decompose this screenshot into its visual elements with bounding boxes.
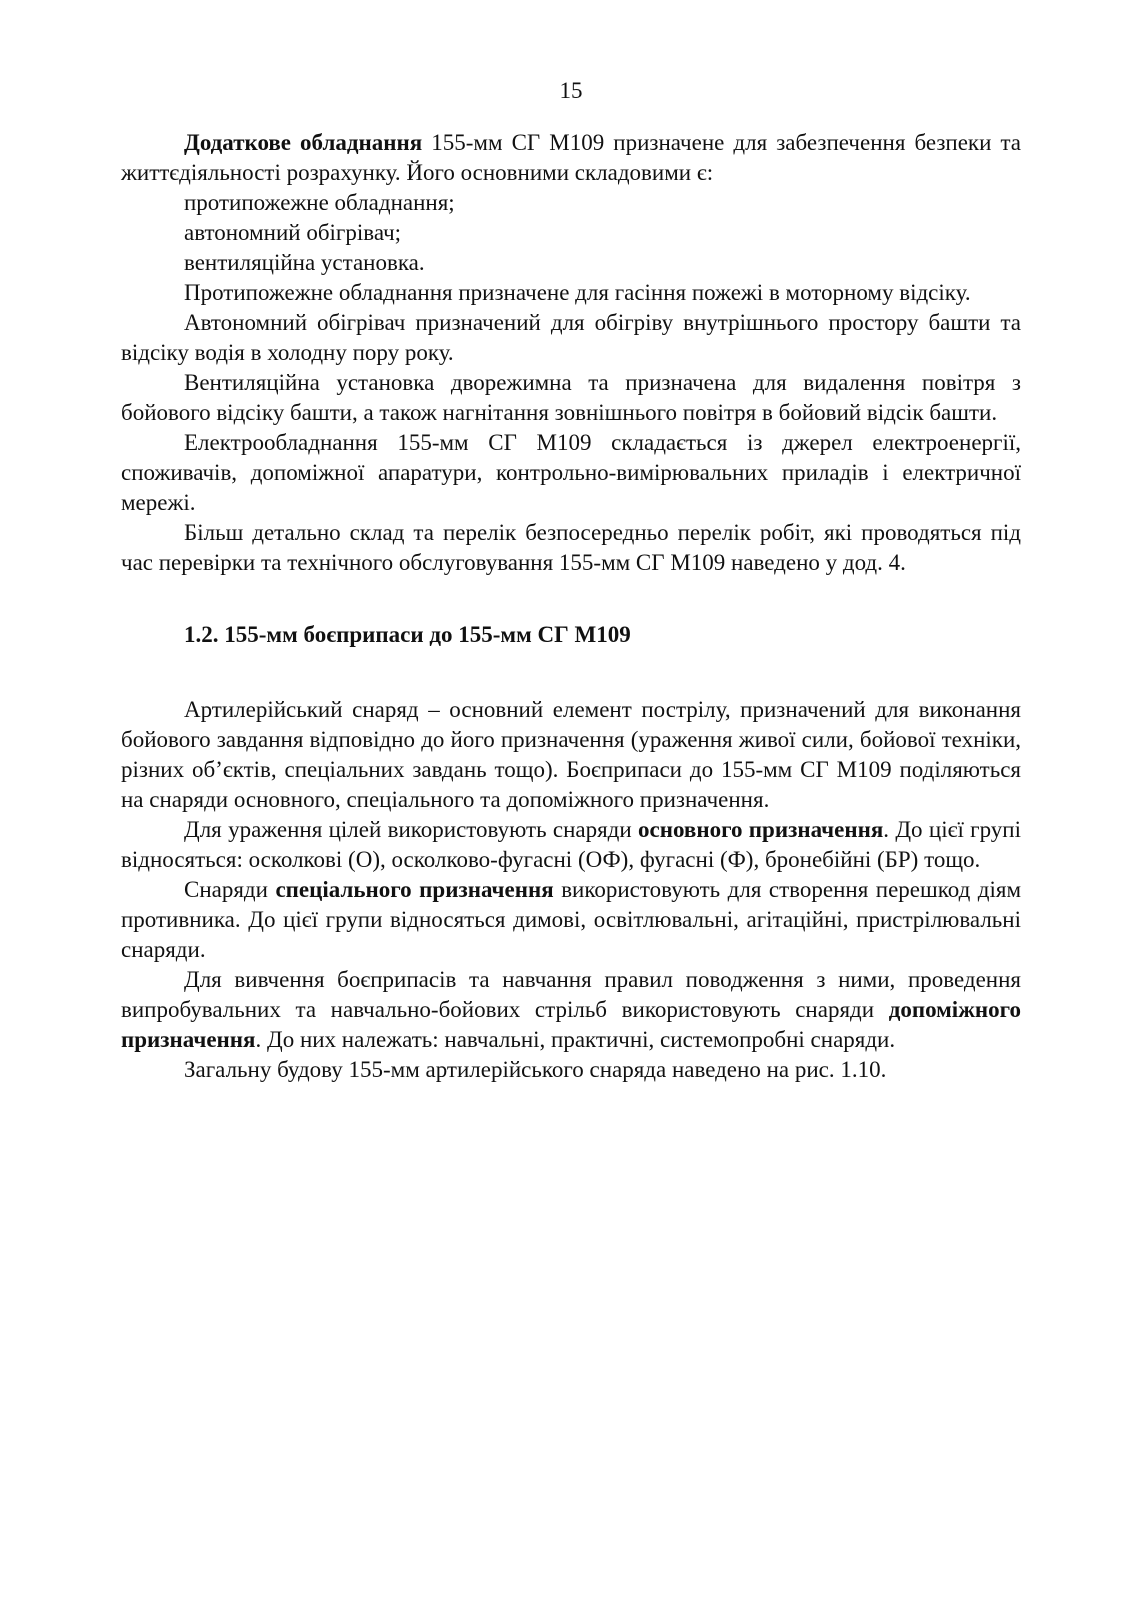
paragraph-figure-reference: Загальну будову 155-мм артилерійського снаряда наведено на рис. 1.10. — [184, 1057, 887, 1082]
paragraph-auxiliary-purpose — [121, 965, 1021, 1055]
term-additional-equipment: Додаткове обладнання — [184, 130, 423, 155]
paragraph-text: 155-мм СГ М109 призначене для забезпечення безпеки та життєдіяльності розрахунку. Його основними складовими є: — [121, 130, 1021, 185]
list-item-fire-equipment: протипожежне обладнання; — [184, 190, 455, 215]
paragraph-text: використовують для створення перешкод діям противника. До цієї групи відносяться димові, освітлювальні, агітаційні, пристрілювальні снаряди. — [121, 877, 1021, 962]
paragraph-electrical: Електрообладнання 155-мм СГ М109 складається із джерел електроенергії, споживачів, допоміжної апаратури, контрольно-вимірювальних приладів і електричної мережі. — [121, 430, 1021, 515]
term-auxiliary-purpose: допоміжного призначення — [121, 997, 1021, 1052]
paragraph-ventilation: Вентиляційна установка дворежимна та призначена для видалення повітря з бойового відсіку башти, а також нагнітання зовнішнього повітря в бойовий відсік башти. — [121, 370, 1021, 425]
list-item-ventilation: вентиляційна установка. — [184, 250, 425, 275]
page-number: 15 — [559, 78, 583, 103]
paragraph-special-purpose — [121, 875, 1021, 965]
paragraph-text: Для ураження цілей використовують снаряди — [184, 817, 639, 842]
section-heading: 1.2. 155-мм боєприпаси до 155-мм СГ М109 — [184, 622, 631, 647]
term-main-purpose: основного призначення — [638, 817, 884, 842]
paragraph-details: Більш детально склад та перелік безпосередньо перелік робіт, які проводяться під час перевірки та технічного обслуговування 155-мм СГ М109 наведено у дод. 4. — [121, 520, 1021, 575]
paragraph-text: Для вивчення боєприпасів та навчання правил поводження з ними, проведення випробувальних та навчально-бойових стрільб використовують снаряди — [121, 967, 1021, 1022]
paragraph-artillery-shell: Артилерійський снаряд – основний елемент пострілу, призначений для виконання бойового завдання відповідно до його призначення (ураження живої сили, бойової техніки, різних об’єктів, спеціальних завдань тощо). Боєприпаси до 155-мм СГ М109 поділяються на снаряди основного, спеціального та допоміжного призначення. — [121, 697, 1021, 812]
paragraph-additional-equipment — [121, 128, 1021, 188]
list-item-heater: автономний обігрівач; — [184, 220, 402, 245]
paragraph-text: . До цієї групі відносяться: осколкові (О), осколково-фугасні (ОФ), фугасні (Ф), бронебійні (БР) тощо. — [121, 817, 1022, 872]
paragraph-fire-equipment: Протипожежне обладнання призначене для гасіння пожежі в моторному відсіку. — [184, 280, 971, 305]
paragraph-text: Снаряди — [184, 877, 276, 902]
term-special-purpose: спеціального призначення — [275, 877, 554, 902]
paragraph-main-purpose — [121, 815, 1021, 875]
paragraph-heater: Автономний обігрівач призначений для обігріву внутрішнього простору башти та відсіку водія в холодну пору року. — [121, 310, 1021, 365]
document-body — [121, 128, 1021, 1085]
paragraph-text: . До них належать: навчальні, практичні, системопробні снаряди. — [255, 1027, 896, 1052]
